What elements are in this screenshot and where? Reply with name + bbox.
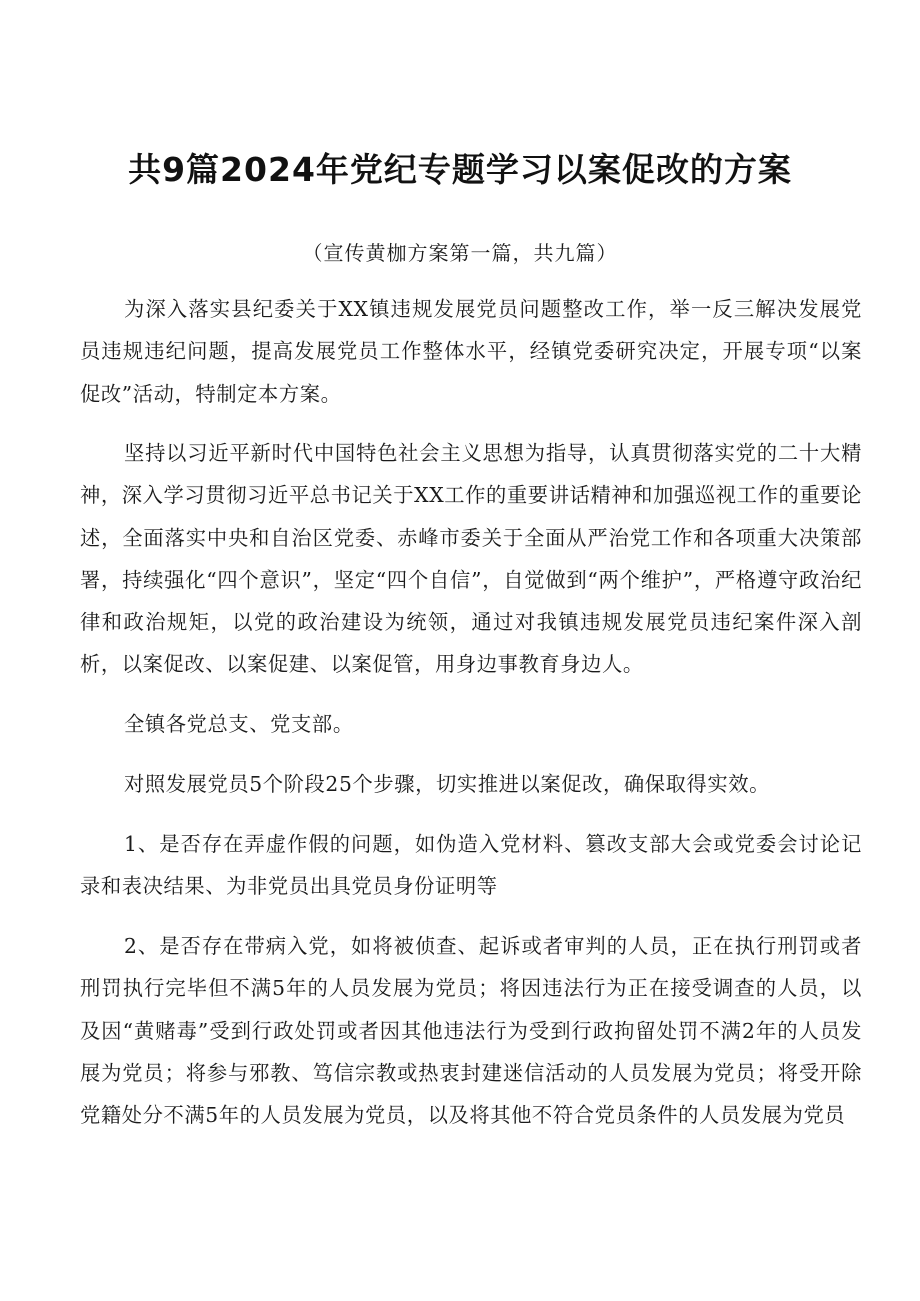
paragraph-intro: 为深入落实县纪委关于XX镇违规发展党员问题整改工作，举一反三解决发展党员违规违纪问题，提高发展党员工作整体水平，经镇党委研究决定，开展专项“以案促改”活动，特制定本方案。 [80, 297, 862, 406]
paragraph-scope: 全镇各党总支、党支部。 [124, 712, 354, 736]
paragraph-item-1: 1、是否存在弄虚作假的问题，如伪造入党材料、篡改支部大会或党委会讨论记录和表决结果、为非党员出具党员身份证明等 [80, 832, 862, 899]
paragraph-objective: 对照发展党员5个阶段25个步骤，切实推进以案促改，确保取得实效。 [124, 772, 771, 796]
paragraph-guiding-principle: 坚持以习近平新时代中国特色社会主义思想为指导，认真贯彻落实党的二十大精神，深入学习贯彻习近平总书记关于XX工作的重要讲话精神和加强巡视工作的重要论述，全面落实中央和自治区党委、赤峰市委关于全面从严治党工作和各项重大决策部署，持续强化“四个意识”，坚定“四个自信”，自觉做到“两个维护”，严格遵守政治纪律和政治规矩，以党的政治建设为统领，通过对我镇违规发展党员违纪案件深入剖析，以案促改、以案促建、以案促管，用身边事教育身边人。 [80, 441, 862, 677]
paragraph-item-2: 2、是否存在带病入党，如将被侦查、起诉或者审判的人员，正在执行刑罚或者刑罚执行完毕但不满5年的人员发展为党员；将因违法行为正在接受调查的人员，以及因“黄赌毒”受到行政处罚或者因其他违法行为受到行政拘留处罚不满2年的人员发展为党员；将参与邪教、笃信宗教或热衷封建迷信活动的人员发展为党员；将受开除党籍处分不满5年的人员发展为党员，以及将其他不符合党员条件的人员发展为党员 [80, 934, 862, 1128]
document-subtitle: （宣传黄枷方案第一篇，共九篇） [302, 241, 618, 265]
document-title: 共9篇2024年党纪专题学习以案促改的方案 [128, 150, 792, 190]
